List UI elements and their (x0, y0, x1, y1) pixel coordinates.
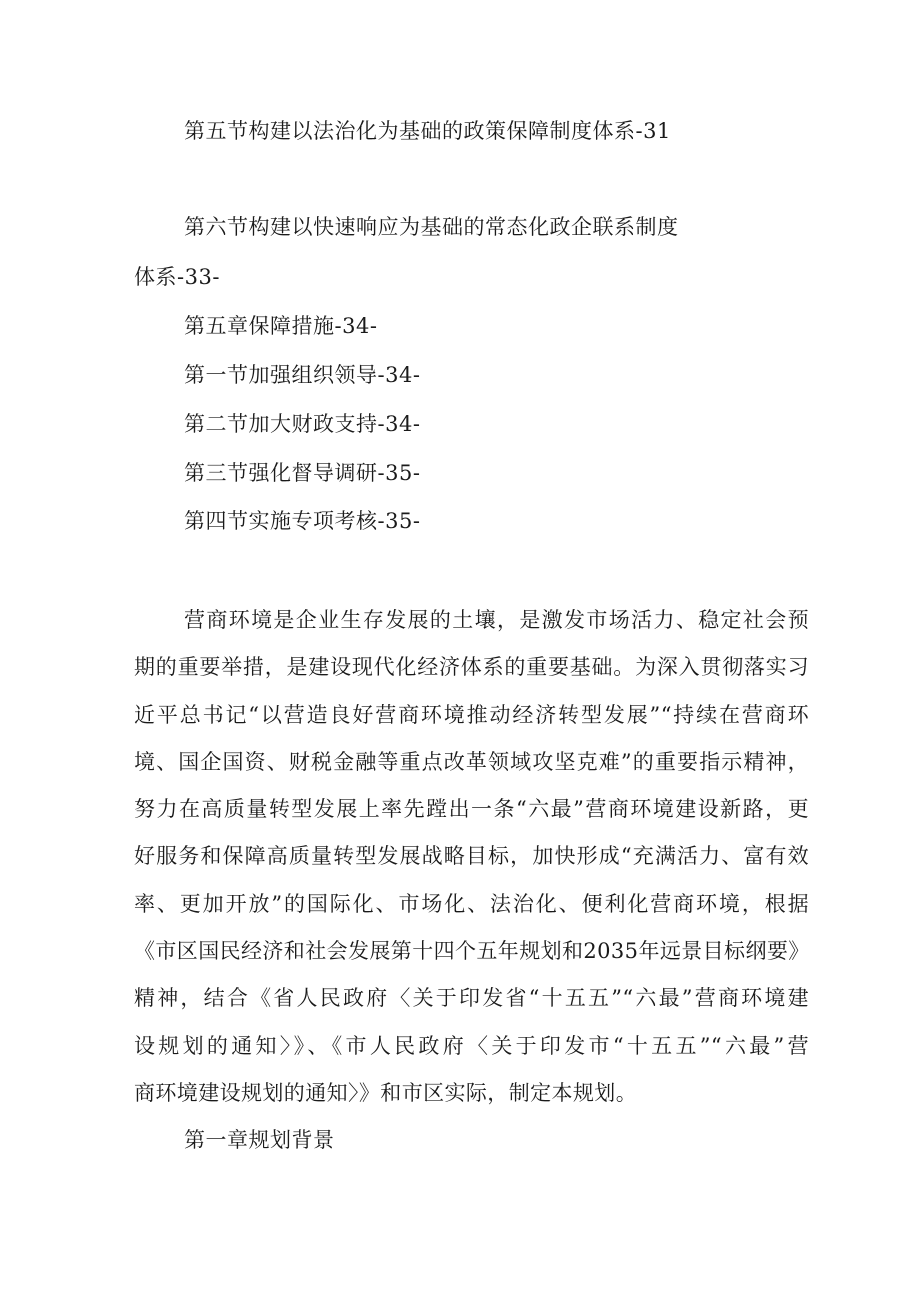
toc-entry-chapter-5-section-4: 第四节实施专项考核-35- (184, 509, 421, 533)
paragraph-line: 境、国企国资、财税金融等重点改革领域攻坚克难”的重要指示精神， (134, 749, 809, 774)
chapter-heading: 第一章规划背景 (184, 1128, 335, 1152)
toc-entry-section-6: 第六节构建以快速响应为基础的常态化政企联系制度 (184, 215, 679, 239)
toc-entry-chapter-5-section-2: 第二节加大财政支持-34- (184, 412, 421, 436)
paragraph-line: 设规划的通知〉》、《市人民政府〈关于印发市“十五五”“六最”营 (134, 1033, 809, 1058)
paragraph-line: 精神，结合《省人民政府〈关于印发省“十五五”“六最”营商环境建 (134, 986, 809, 1011)
paragraph-line: 率、更加开放”的国际化、市场化、法治化、便利化营商环境，根据 (134, 891, 809, 916)
paragraph-line: 近平总书记“以营造良好营商环境推动经济转型发展”“持续在营商环 (134, 702, 809, 727)
toc-entry-chapter-5-section-1: 第一节加强组织领导-34- (184, 363, 421, 387)
paragraph-line: 期的重要举措，是建设现代化经济体系的重要基础。为深入贯彻落实习 (134, 655, 809, 680)
paragraph-line: 好服务和保障高质量转型发展战略目标，加快形成“充满活力、富有效 (134, 844, 809, 869)
toc-entry-chapter-5: 第五章保障措施-34- (184, 314, 378, 338)
body-paragraph (134, 597, 809, 1117)
paragraph-line: 《市区国民经济和社会发展第十四个五年规划和2035年远景目标纲要》 (134, 939, 810, 964)
paragraph-line: 商环境建设规划的通知〉》和市区实际，制定本规划。 (134, 1080, 638, 1105)
toc-entry-section-6-continued: 体系-33- (134, 265, 220, 289)
paragraph-line: 营商环境是企业生存发展的土壤，是激发市场活力、稳定社会预 (184, 608, 809, 632)
toc-entry-section-5: 第五节构建以法治化为基础的政策保障制度体系-31 (184, 119, 671, 143)
toc-entry-chapter-5-section-3: 第三节强化督导调研-35- (184, 461, 421, 485)
paragraph-line: 努力在高质量转型发展上率先蹚出一条“六最”营商环境建设新路，更 (134, 797, 809, 822)
